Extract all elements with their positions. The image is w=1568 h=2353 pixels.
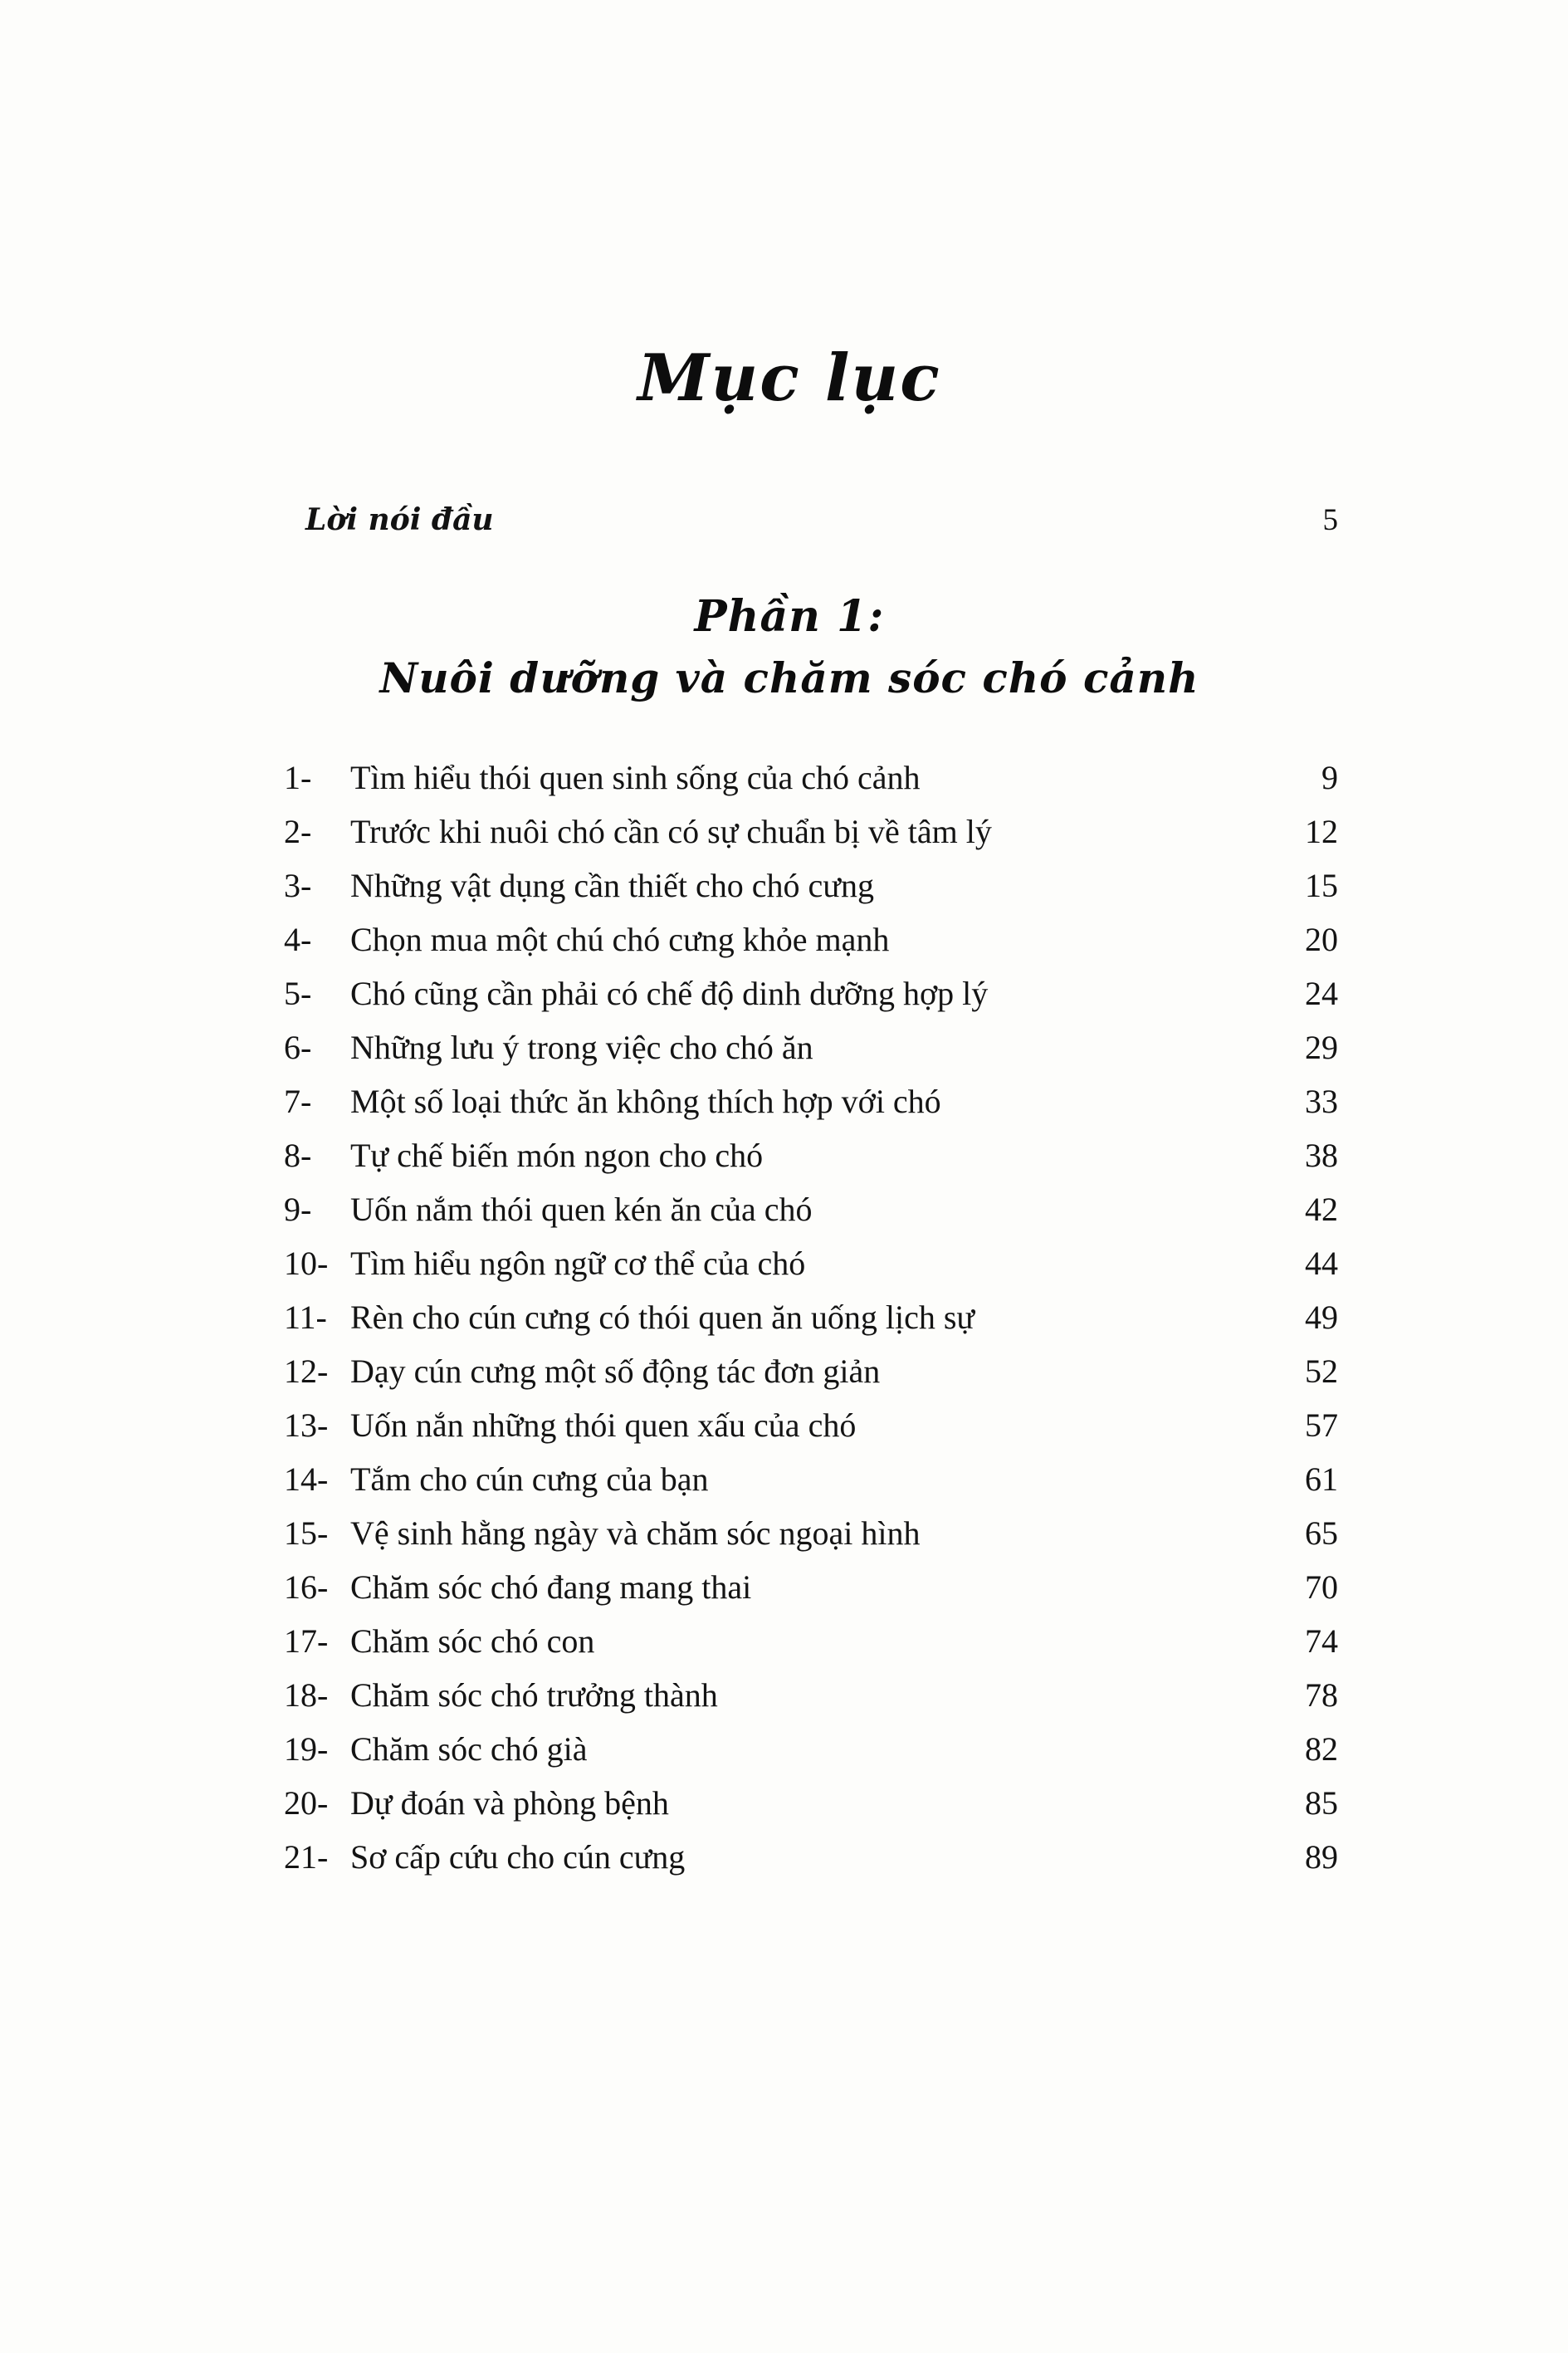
toc-entry-number: 9-	[284, 1190, 312, 1228]
toc-entry-page-number: 38	[1305, 1136, 1338, 1174]
toc-entry-number: 8-	[284, 1136, 312, 1174]
toc-entry[interactable]	[247, 1830, 1338, 1884]
toc-entry[interactable]	[247, 1290, 1338, 1344]
toc-entry-number: 10-	[284, 1244, 329, 1282]
toc-entry-page-number: 70	[1305, 1568, 1338, 1606]
toc-entry-page-number: 12	[1305, 812, 1338, 850]
toc-entry-title: Uốn nắn những thói quen xấu của chó	[350, 1406, 857, 1444]
toc-entry-title: Chó cũng cần phải có chế độ dinh dưỡng hợp lý	[350, 974, 989, 1012]
toc-entry-title: Tự chế biến món ngon cho chó	[350, 1136, 764, 1174]
toc-entry-page-number: 85	[1305, 1783, 1338, 1822]
toc-entry-title: Dạy cún cưng một số động tác đơn giản	[350, 1352, 881, 1390]
toc-entry-title: Những lưu ý trong việc cho chó ăn	[350, 1028, 813, 1066]
part-heading-line-2: Nuôi dưỡng và chăm sóc chó cảnh	[379, 653, 1199, 702]
part-heading	[196, 591, 1383, 702]
toc-entry-number: 15-	[284, 1514, 329, 1552]
toc-entry[interactable]	[247, 1398, 1338, 1452]
toc-entry-number: 6-	[284, 1028, 312, 1066]
page-title: Mục lục	[637, 340, 941, 416]
preface-entry	[196, 502, 1383, 538]
toc-entry-number: 2-	[284, 812, 312, 850]
toc-entry-title: Rèn cho cún cưng có thói quen ăn uống lịch sự	[350, 1298, 975, 1336]
toc-entry[interactable]	[247, 1560, 1338, 1614]
toc-entry-number: 13-	[284, 1406, 329, 1444]
toc-entry[interactable]	[247, 912, 1338, 966]
toc-entry-page-number: 42	[1305, 1190, 1338, 1228]
toc-entry-title: Chọn mua một chú chó cưng khỏe mạnh	[350, 920, 890, 958]
toc-entry-title: Những vật dụng cần thiết cho chó cưng	[350, 866, 874, 904]
toc-entry-title: Uốn nắm thói quen kén ăn của chó	[350, 1190, 813, 1228]
toc-entry-page-number: 15	[1305, 866, 1338, 904]
toc-entry[interactable]	[247, 859, 1338, 912]
toc-entry-number: 1-	[284, 758, 312, 796]
toc-entry-title: Tìm hiểu ngôn ngữ cơ thể của chó	[350, 1244, 806, 1282]
preface-page-number: 5	[1322, 503, 1338, 537]
toc-entry[interactable]	[247, 805, 1338, 859]
toc-entry-number: 16-	[284, 1568, 329, 1606]
toc-entry-page-number: 57	[1305, 1406, 1338, 1444]
toc-entry-number: 17-	[284, 1622, 329, 1660]
toc-entry[interactable]	[247, 1614, 1338, 1668]
toc-entry-title: Sơ cấp cứu cho cún cưng	[350, 1837, 686, 1876]
toc-entry-number: 5-	[284, 974, 312, 1012]
toc-entry-title: Chăm sóc chó đang mang thai	[350, 1568, 752, 1606]
toc-entry-page-number: 20	[1305, 920, 1338, 958]
toc-entry-number: 3-	[284, 866, 312, 904]
toc-entry-page-number: 44	[1305, 1244, 1338, 1282]
toc-entry[interactable]	[247, 1722, 1338, 1776]
part-heading-line-1: Phần 1:	[694, 591, 885, 642]
toc-entry-number: 11-	[284, 1298, 327, 1336]
toc-entry[interactable]	[247, 1776, 1338, 1830]
toc-entry-list	[196, 751, 1383, 1884]
toc-entry-page-number: 33	[1305, 1082, 1338, 1120]
toc-entry-page-number: 65	[1305, 1514, 1338, 1552]
toc-entry-page-number: 74	[1305, 1622, 1338, 1660]
toc-entry-page-number: 89	[1305, 1837, 1338, 1876]
toc-entry-title: Chăm sóc chó già	[350, 1729, 588, 1768]
toc-entry-number: 4-	[284, 920, 312, 958]
toc-entry-title: Trước khi nuôi chó cần có sự chuẩn bị về tâm lý	[350, 812, 992, 850]
toc-entry-page-number: 24	[1305, 974, 1338, 1012]
toc-entry-page-number: 29	[1305, 1028, 1338, 1066]
toc-entry[interactable]	[247, 966, 1338, 1020]
toc-entry-title: Tắm cho cún cưng của bạn	[350, 1460, 709, 1498]
toc-entry-number: 21-	[284, 1837, 329, 1876]
toc-entry[interactable]	[247, 1182, 1338, 1236]
toc-entry[interactable]	[247, 1128, 1338, 1182]
toc-entry-page-number: 49	[1305, 1298, 1338, 1336]
toc-entry[interactable]	[247, 1452, 1338, 1506]
toc-entry-title: Một số loại thức ăn không thích hợp với chó	[350, 1082, 941, 1120]
toc-entry[interactable]	[247, 1506, 1338, 1560]
toc-entry-number: 18-	[284, 1675, 329, 1714]
toc-entry[interactable]	[247, 1668, 1338, 1722]
toc-entry-page-number: 61	[1305, 1460, 1338, 1498]
toc-entry-page-number: 78	[1305, 1675, 1338, 1714]
preface-label: Lời nói đầu	[305, 502, 494, 537]
toc-entry[interactable]	[247, 1020, 1338, 1074]
toc-entry-page-number: 82	[1305, 1729, 1338, 1768]
toc-entry[interactable]	[247, 751, 1338, 805]
toc-entry[interactable]	[247, 1344, 1338, 1398]
toc-entry-number: 19-	[284, 1729, 329, 1768]
toc-entry-title: Dự đoán và phòng bệnh	[350, 1783, 669, 1822]
toc-entry-number: 20-	[284, 1783, 329, 1822]
toc-entry-title: Chăm sóc chó con	[350, 1622, 595, 1660]
toc-entry-title: Chăm sóc chó trưởng thành	[350, 1675, 718, 1714]
toc-entry-number: 12-	[284, 1352, 329, 1390]
toc-entry-title: Tìm hiểu thói quen sinh sống của chó cảnh	[350, 758, 921, 796]
toc-entry-page-number: 52	[1305, 1352, 1338, 1390]
table-of-contents	[196, 0, 1383, 1884]
toc-entry[interactable]	[247, 1236, 1338, 1290]
toc-entry[interactable]	[247, 1074, 1338, 1128]
toc-entry-number: 14-	[284, 1460, 329, 1498]
toc-entry-page-number: 9	[1321, 758, 1338, 796]
toc-entry-title: Vệ sinh hằng ngày và chăm sóc ngoại hình	[350, 1514, 921, 1552]
toc-entry-number: 7-	[284, 1082, 312, 1120]
